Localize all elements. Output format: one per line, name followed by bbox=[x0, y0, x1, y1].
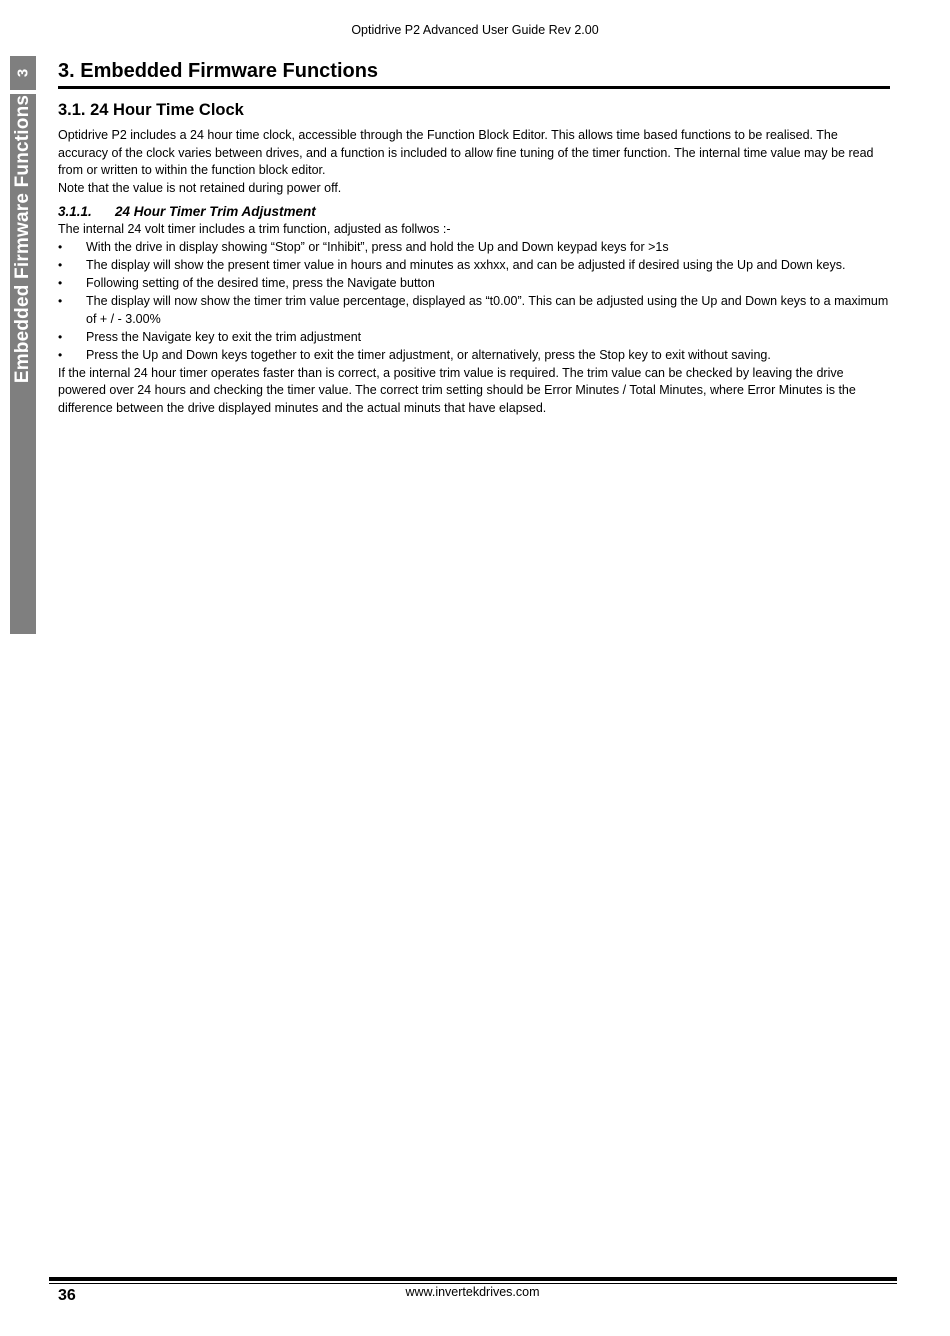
list-item-text: The display will now show the timer trim value percentage, displayed as “t0.00”. This can be adjusted using the Up and Down keys to a maximum of + / - 3.00% bbox=[86, 294, 889, 326]
list-item bbox=[58, 275, 890, 293]
subsection-title: 24 Hour Timer Trim Adjustment bbox=[115, 204, 316, 219]
chapter-heading-rule bbox=[58, 86, 890, 89]
section-paragraph: Optidrive P2 includes a 24 hour time clock, accessible through the Function Block Editor. This allows time based functions to be realised. The accuracy of the clock varies between drives, and a function is included to allow fine tuning of the timer function. The internal time value may be read from or written to within the function block editor. bbox=[58, 128, 874, 177]
chapter-tab-number-label: 3 bbox=[14, 68, 32, 78]
section-paragraph: Note that the value is not retained during power off. bbox=[58, 180, 342, 195]
list-item bbox=[58, 257, 890, 275]
subsection-number: 3.1.1. bbox=[58, 204, 92, 219]
list-item bbox=[58, 347, 890, 365]
footer-rule bbox=[49, 1277, 897, 1281]
bullet: • bbox=[58, 329, 63, 344]
running-header: Optidrive P2 Advanced User Guide Rev 2.00 bbox=[351, 23, 599, 37]
footer-url: www.invertekdrives.com bbox=[405, 1285, 540, 1299]
subsection-closing: If the internal 24 hour timer operates faster than is correct, a positive trim value is required. The trim value can be checked by leaving the drive powered over 24 hours and checking the timer value. The correct trim setting should be Error Minutes / Total Minutes, where Error Minutes is the difference between the drive displayed minutes and the actual minuts that have elapsed. bbox=[58, 365, 856, 415]
bullet: • bbox=[58, 258, 63, 272]
chapter-tab-title-label: Embedded Firmware Functions bbox=[12, 94, 33, 384]
list-item-text: The display will show the present timer value in hours and minutes as xxhxx, and can be adjusted if desired using the Up and Down keys. bbox=[86, 258, 846, 272]
chapter-tab-title bbox=[10, 94, 36, 634]
subsection-heading bbox=[58, 203, 890, 221]
list-item bbox=[58, 329, 890, 347]
list-item bbox=[58, 293, 890, 328]
section-heading: 3.1. 24 Hour Time Clock bbox=[58, 101, 244, 119]
page-number: 36 bbox=[58, 1287, 76, 1304]
subsection-intro: The internal 24 volt timer includes a trim function, adjusted as follwos :- bbox=[58, 222, 451, 236]
trim-steps-list bbox=[58, 239, 890, 364]
bullet: • bbox=[58, 347, 63, 362]
bullet: • bbox=[58, 294, 63, 308]
footer-rule-thin bbox=[49, 1283, 897, 1284]
list-item-text: With the drive in display showing “Stop” or “Inhibit”, press and hold the Up and Down keypad keys for >1s bbox=[86, 240, 669, 254]
list-item bbox=[58, 239, 890, 257]
chapter-tab-number bbox=[10, 56, 36, 90]
list-item-text: Press the Navigate key to exit the trim adjustment bbox=[86, 329, 362, 344]
list-item-text: Following setting of the desired time, press the Navigate button bbox=[86, 276, 435, 290]
list-item-text: Press the Up and Down keys together to exit the timer adjustment, or alternatively, press the Stop key to exit without saving. bbox=[86, 347, 771, 362]
bullet: • bbox=[58, 240, 63, 254]
bullet: • bbox=[58, 276, 63, 290]
chapter-heading: 3. Embedded Firmware Functions bbox=[58, 60, 379, 82]
section-body bbox=[58, 127, 890, 417]
